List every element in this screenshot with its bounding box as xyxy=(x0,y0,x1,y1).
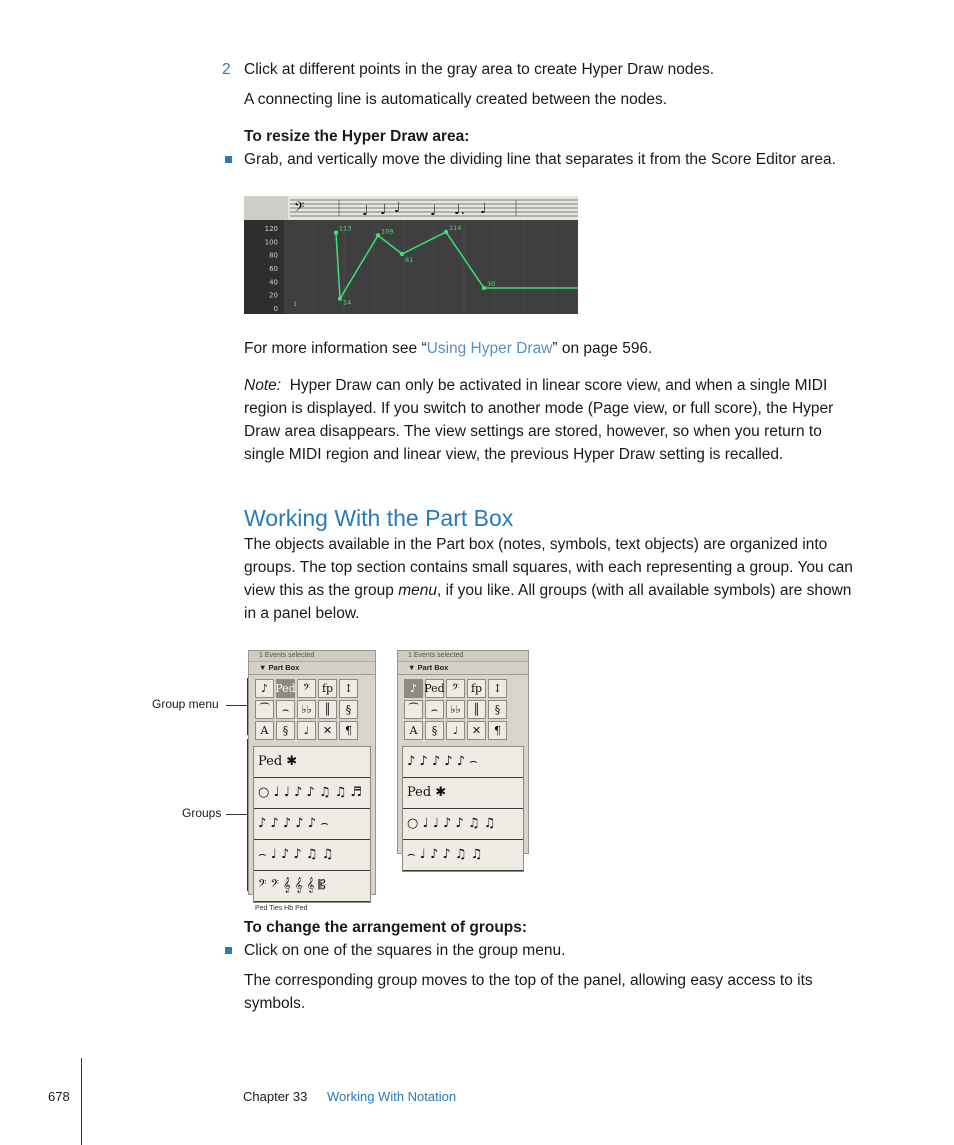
hyper-draw-node[interactable] xyxy=(334,230,338,234)
y-tick-label: 120 xyxy=(264,225,278,233)
hyper-draw-node[interactable] xyxy=(376,233,380,237)
node-value-label: 109 xyxy=(381,227,394,236)
group-square[interactable]: 𝄢 xyxy=(297,679,316,698)
resize-heading: To resize the Hyper Draw area: xyxy=(244,128,470,145)
note-label: Note: xyxy=(244,377,282,394)
node-value-label: 113 xyxy=(339,224,352,233)
node-value-label: 114 xyxy=(449,224,462,232)
svg-text:♩: ♩ xyxy=(380,202,387,218)
page-number: 678 xyxy=(48,1089,70,1104)
symbol-group-row[interactable]: 𝄢 𝄢 𝄞 𝄞 𝄞 𝄡 xyxy=(254,871,370,902)
group-square[interactable]: A xyxy=(255,721,274,740)
intro-before: The objects available in the Part box (notes, symbols, text objects) are organized into groups. The top section contains small squares, with each representing a group. You can view this as the group xyxy=(244,536,853,599)
part-box-header[interactable]: ▼ Part Box xyxy=(398,662,528,675)
group-square[interactable]: A xyxy=(404,721,423,740)
note-text: Hyper Draw can only be activated in linear score view, and when a single MIDI region is displayed. If you switch to another mode (Page view, or full score), the Hyper Draw area disappears. The view settings are stored, however, so when you return to single MIDI region and linear view, the previous Hyper Draw setting is recalled. xyxy=(244,377,834,463)
y-tick-label: 0 xyxy=(273,305,278,313)
symbol-group-row[interactable]: ⌢ ♩ ♪ ♪ ♫ ♫ xyxy=(403,840,523,871)
group-square[interactable]: § xyxy=(276,721,295,740)
footer-divider xyxy=(81,1058,82,1145)
group-square[interactable]: ♭♭ xyxy=(297,700,316,719)
panel-status: 1 Events selected xyxy=(398,651,528,662)
group-square[interactable]: fp xyxy=(467,679,486,698)
node-value-label: 30 xyxy=(487,280,496,288)
group-square[interactable]: ♩ xyxy=(446,721,465,740)
y-tick-label: 60 xyxy=(269,265,278,273)
more-info-suffix: ” on page 596. xyxy=(552,340,653,357)
group-square[interactable]: ↕ xyxy=(339,679,358,698)
group-square[interactable]: § xyxy=(339,700,358,719)
symbol-group-row[interactable]: ○ ♩ ♩ ♪ ♪ ♫ ♫ ♬ xyxy=(254,778,370,809)
group-square[interactable]: ║ xyxy=(467,700,486,719)
group-menu xyxy=(249,675,375,744)
svg-text:♩.: ♩. xyxy=(454,202,466,218)
step-number: 2 xyxy=(222,61,231,78)
using-hyper-draw-link[interactable]: Using Hyper Draw xyxy=(426,340,553,357)
y-tick-label: 20 xyxy=(269,291,278,300)
more-info-prefix: For more information see “ xyxy=(244,340,427,357)
bullet-icon xyxy=(225,947,232,954)
resize-bullet-text: Grab, and vertically move the dividing line that separates it from the Score Editor area. xyxy=(244,151,836,168)
footer-chapter: Chapter 33 xyxy=(243,1089,308,1104)
symbol-group-row[interactable]: Ped ✱ xyxy=(403,778,523,809)
group-square[interactable]: ¶ xyxy=(488,721,507,740)
panel-bottom-row: Ped Ties Hb Ped xyxy=(255,905,308,912)
symbol-group-row[interactable]: ♪ ♪ ♪ ♪ ♪ ⌢ xyxy=(403,747,523,778)
part-box-panel-b xyxy=(397,650,529,862)
paragraph-connecting-line: A connecting line is automatically created between the nodes. xyxy=(244,91,668,108)
section-intro xyxy=(244,533,864,625)
part-box-label: Part Box xyxy=(417,663,449,672)
group-square[interactable]: ║ xyxy=(318,700,337,719)
more-info-line xyxy=(244,337,652,360)
y-tick-label: 80 xyxy=(269,251,278,260)
node-value-label: 81 xyxy=(405,256,414,264)
group-square[interactable]: ⌢ xyxy=(425,700,444,719)
step-text: Click at different points in the gray area to create Hyper Draw nodes. xyxy=(244,61,715,78)
hyper-draw-node[interactable] xyxy=(400,252,404,256)
group-square[interactable]: Ped xyxy=(425,679,444,698)
symbol-group-row[interactable]: ⌢ ♩ ♪ ♪ ♫ ♫ xyxy=(254,840,370,871)
part-box-label: Part Box xyxy=(268,663,300,672)
hyper-draw-node[interactable] xyxy=(482,286,486,290)
node-value-label: 14 xyxy=(343,298,352,307)
callout-groups: Groups xyxy=(182,806,222,820)
group-square[interactable]: ✕ xyxy=(467,721,486,740)
groups-panel xyxy=(253,746,371,903)
intro-after: , if you like. All groups (with all available symbols) are shown in a panel below. xyxy=(244,582,852,622)
panel-status: 1 Events selected xyxy=(249,651,375,662)
group-square[interactable]: Ped xyxy=(276,679,295,698)
group-square[interactable]: § xyxy=(488,700,507,719)
bass-clef-icon: 𝄢 xyxy=(294,199,305,218)
group-square[interactable]: ↕ xyxy=(488,679,507,698)
callout-line xyxy=(226,814,248,815)
group-square[interactable]: ✕ xyxy=(318,721,337,740)
symbol-group-row[interactable]: ♪ ♪ ♪ ♪ ♪ ⌢ xyxy=(254,809,370,840)
group-square[interactable]: ¶ xyxy=(339,721,358,740)
symbol-group-row[interactable]: ○ ♩ ♩ ♪ ♪ ♫ ♫ xyxy=(403,809,523,840)
svg-text:♩: ♩ xyxy=(480,201,487,217)
svg-text:♩: ♩ xyxy=(362,203,369,219)
group-square[interactable]: ♪ xyxy=(404,679,423,698)
group-square[interactable]: ♪ xyxy=(255,679,274,698)
group-square[interactable]: ♭♭ xyxy=(446,700,465,719)
arrange-paragraph: The corresponding group moves to the top of the panel, allowing easy access to its symbols. xyxy=(244,972,813,1012)
group-square[interactable]: ⁀ xyxy=(255,700,274,719)
arrange-heading: To change the arrangement of groups: xyxy=(244,919,528,936)
group-square[interactable]: ⁀ xyxy=(404,700,423,719)
section-title: Working With the Part Box xyxy=(244,505,514,531)
y-tick-label: 100 xyxy=(264,238,278,247)
group-menu xyxy=(398,675,528,744)
symbol-group-row[interactable]: Ped ✱ xyxy=(254,747,370,778)
node-value-label: 1 xyxy=(293,300,298,308)
arrange-bullet-text: Click on one of the squares in the group menu. xyxy=(244,942,566,959)
hyper-draw-node[interactable] xyxy=(338,296,342,300)
group-square[interactable]: 𝄢 xyxy=(446,679,465,698)
svg-text:♩: ♩ xyxy=(430,203,437,219)
hyper-draw-node[interactable] xyxy=(444,230,448,234)
part-box-header[interactable]: ▼ Part Box xyxy=(249,662,375,675)
hyper-draw-figure xyxy=(244,196,578,314)
group-square[interactable]: ⌢ xyxy=(276,700,295,719)
bullet-icon xyxy=(225,156,232,163)
y-tick-label: 40 xyxy=(269,278,278,287)
group-square[interactable]: fp xyxy=(318,679,337,698)
note-paragraph xyxy=(244,374,864,466)
hyper-draw-graph xyxy=(244,196,578,314)
svg-text:♩: ♩ xyxy=(394,200,401,216)
part-box-panel-a xyxy=(248,650,376,912)
group-square[interactable]: ♩ xyxy=(297,721,316,740)
intro-italic: menu xyxy=(398,582,438,599)
group-square[interactable]: § xyxy=(425,721,444,740)
callout-group-menu: Group menu xyxy=(152,697,219,711)
groups-panel xyxy=(402,746,524,872)
callout-line xyxy=(226,705,248,706)
footer-chapter-title[interactable]: Working With Notation xyxy=(327,1089,457,1104)
